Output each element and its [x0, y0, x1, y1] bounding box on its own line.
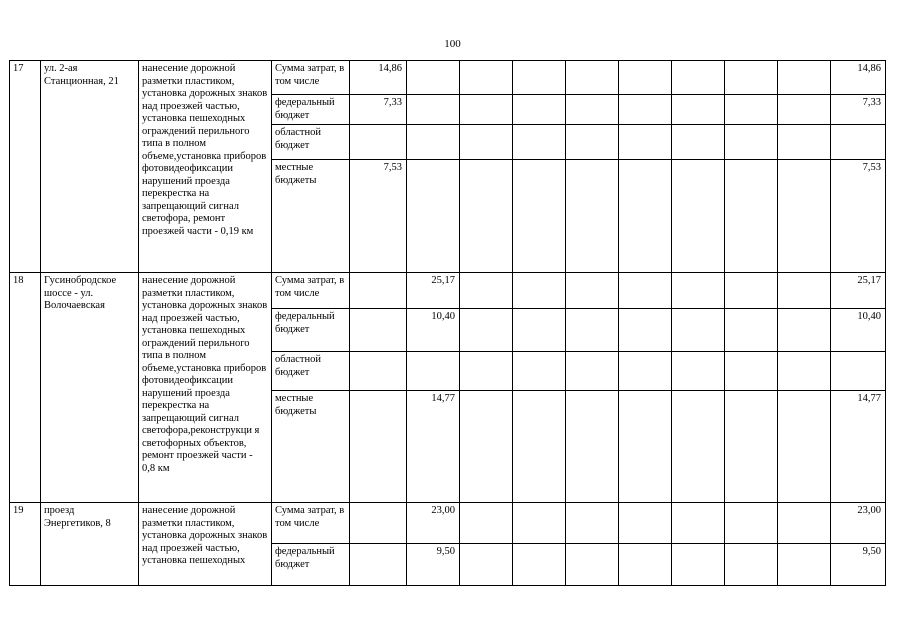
empty-cell	[619, 95, 672, 125]
empty-cell	[619, 544, 672, 586]
empty-cell	[513, 95, 566, 125]
funding-source: Сумма затрат, в том числе	[272, 61, 350, 95]
empty-cell	[619, 125, 672, 160]
empty-cell	[672, 544, 725, 586]
value-cell	[407, 160, 460, 273]
funding-source: Сумма затрат, в том числе	[272, 273, 350, 309]
empty-cell	[566, 391, 619, 503]
table-row	[10, 273, 886, 309]
empty-cell	[513, 160, 566, 273]
empty-cell	[725, 61, 778, 95]
funding-source: местные бюджеты	[272, 160, 350, 273]
empty-cell	[566, 352, 619, 391]
total-cell: 7,53	[831, 160, 886, 273]
empty-cell	[778, 273, 831, 309]
empty-cell	[778, 503, 831, 544]
empty-cell	[725, 160, 778, 273]
empty-cell	[672, 503, 725, 544]
value-cell: 7,33	[350, 95, 407, 125]
empty-cell	[460, 544, 513, 586]
empty-cell	[460, 352, 513, 391]
empty-cell	[672, 309, 725, 352]
budget-table	[9, 60, 886, 586]
empty-cell	[566, 95, 619, 125]
value-cell	[350, 125, 407, 160]
total-cell: 7,33	[831, 95, 886, 125]
value-cell	[350, 503, 407, 544]
empty-cell	[460, 61, 513, 95]
row-description: нанесение дорожной разметки пластиком, установка дорожных знаков над проезжей частью, установка пешеходных ограждений перильного типа в полном объеме,установка приборов фотовидеофиксации нарушений проезда перекрестка на запрещающий сигнал светофора, ремонт проезжей части - 0,19 км	[139, 61, 272, 273]
value-cell	[407, 125, 460, 160]
total-cell	[831, 352, 886, 391]
empty-cell	[672, 391, 725, 503]
empty-cell	[566, 273, 619, 309]
value-cell	[407, 61, 460, 95]
empty-cell	[460, 391, 513, 503]
empty-cell	[566, 544, 619, 586]
empty-cell	[619, 503, 672, 544]
funding-source: федеральный бюджет	[272, 95, 350, 125]
row-description: нанесение дорожной разметки пластиком, установка дорожных знаков над проезжей частью, установка пешеходных	[139, 503, 272, 586]
empty-cell	[778, 61, 831, 95]
empty-cell	[619, 391, 672, 503]
empty-cell	[513, 391, 566, 503]
value-cell: 10,40	[407, 309, 460, 352]
page-number: 100	[444, 38, 461, 50]
empty-cell	[513, 309, 566, 352]
empty-cell	[778, 544, 831, 586]
empty-cell	[672, 61, 725, 95]
funding-source: областной бюджет	[272, 125, 350, 160]
value-cell: 14,86	[350, 61, 407, 95]
empty-cell	[725, 544, 778, 586]
value-cell: 9,50	[407, 544, 460, 586]
value-cell	[407, 352, 460, 391]
row-index: 17	[10, 61, 41, 273]
value-cell: 25,17	[407, 273, 460, 309]
value-cell	[350, 544, 407, 586]
row-address: проезд Энергетиков, 8	[41, 503, 139, 586]
empty-cell	[460, 273, 513, 309]
empty-cell	[460, 309, 513, 352]
total-cell: 14,77	[831, 391, 886, 503]
empty-cell	[725, 95, 778, 125]
empty-cell	[460, 95, 513, 125]
empty-cell	[778, 160, 831, 273]
empty-cell	[672, 160, 725, 273]
row-address: ул. 2-ая Станционная, 21	[41, 61, 139, 273]
empty-cell	[672, 273, 725, 309]
empty-cell	[566, 61, 619, 95]
empty-cell	[513, 503, 566, 544]
funding-source: федеральный бюджет	[272, 544, 350, 586]
value-cell: 23,00	[407, 503, 460, 544]
total-cell	[831, 125, 886, 160]
empty-cell	[778, 309, 831, 352]
empty-cell	[725, 352, 778, 391]
value-cell: 7,53	[350, 160, 407, 273]
funding-source: областной бюджет	[272, 352, 350, 391]
value-cell	[407, 95, 460, 125]
row-address: Гусинобродское шоссе - ул. Волочаевская	[41, 273, 139, 503]
total-cell: 25,17	[831, 273, 886, 309]
empty-cell	[513, 273, 566, 309]
row-index: 18	[10, 273, 41, 503]
empty-cell	[566, 160, 619, 273]
empty-cell	[778, 352, 831, 391]
empty-cell	[513, 352, 566, 391]
empty-cell	[778, 391, 831, 503]
empty-cell	[725, 309, 778, 352]
value-cell	[350, 352, 407, 391]
row-description: нанесение дорожной разметки пластиком, установка дорожных знаков над проезжей частью, установка пешеходных ограждений перильного типа в полном объеме,установка приборов фотовидеофиксации нарушений проезда перекрестка на запрещающий сигнал светофора,реконструкци я светофорных объектов, ремонт проезжей части - 0,8 км	[139, 273, 272, 503]
value-cell	[350, 391, 407, 503]
empty-cell	[460, 160, 513, 273]
empty-cell	[619, 309, 672, 352]
empty-cell	[566, 309, 619, 352]
empty-cell	[619, 61, 672, 95]
value-cell	[350, 273, 407, 309]
empty-cell	[513, 544, 566, 586]
empty-cell	[513, 61, 566, 95]
empty-cell	[778, 95, 831, 125]
total-cell: 9,50	[831, 544, 886, 586]
empty-cell	[672, 125, 725, 160]
empty-cell	[460, 503, 513, 544]
funding-source: местные бюджеты	[272, 391, 350, 503]
empty-cell	[619, 273, 672, 309]
empty-cell	[619, 352, 672, 391]
empty-cell	[725, 391, 778, 503]
empty-cell	[672, 95, 725, 125]
total-cell: 23,00	[831, 503, 886, 544]
empty-cell	[725, 273, 778, 309]
empty-cell	[725, 503, 778, 544]
table-row	[10, 61, 886, 95]
empty-cell	[725, 125, 778, 160]
empty-cell	[566, 503, 619, 544]
empty-cell	[460, 125, 513, 160]
empty-cell	[672, 352, 725, 391]
empty-cell	[513, 125, 566, 160]
empty-cell	[566, 125, 619, 160]
funding-source: Сумма затрат, в том числе	[272, 503, 350, 544]
total-cell: 14,86	[831, 61, 886, 95]
empty-cell	[778, 125, 831, 160]
value-cell: 14,77	[407, 391, 460, 503]
table-row	[10, 503, 886, 544]
total-cell: 10,40	[831, 309, 886, 352]
value-cell	[350, 309, 407, 352]
funding-source: федеральный бюджет	[272, 309, 350, 352]
empty-cell	[619, 160, 672, 273]
row-index: 19	[10, 503, 41, 586]
